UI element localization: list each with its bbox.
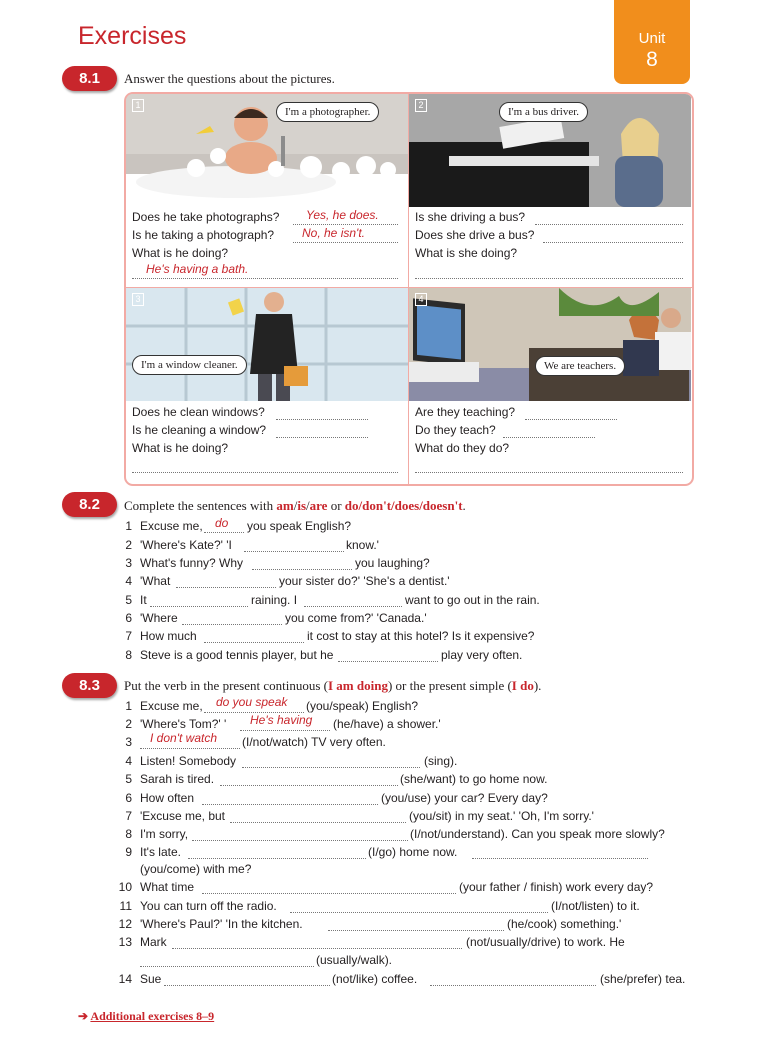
sentence-text: Excuse me,	[140, 519, 203, 533]
sentence-text: (I/not/listen) to it.	[551, 899, 640, 913]
exercise-instruction-8-3: Put the verb in the present continuous (I am doing) or the present simple (I do).	[124, 678, 542, 693]
question: Does he take photographs?	[132, 210, 280, 224]
item-number: 14	[118, 972, 132, 986]
sentence-text: (you/sit) in my seat.' 'Oh, I'm sorry.'	[409, 809, 594, 823]
sentence-text: How often	[140, 791, 195, 805]
sentence-text: (usually/walk).	[316, 953, 393, 967]
sentence-text: (not/like) coffee.	[332, 972, 418, 986]
question: Do they teach?	[415, 423, 496, 437]
sentence-text: (your father / finish) work every day?	[459, 880, 654, 894]
sentence-text: want to go out in the rain.	[405, 593, 540, 607]
exercise-instruction-8-2: Complete the sentences with am/is/are or do/don't/does/doesn't.	[124, 498, 466, 513]
sentence-text: 'Where's Paul?' 'In the kitchen.	[140, 917, 303, 931]
item-number: 1	[125, 699, 132, 713]
sentence-text: you speak English?	[247, 519, 352, 533]
item-number: 4	[125, 754, 132, 768]
answer: He's having	[250, 713, 313, 727]
item-number: 6	[125, 611, 132, 625]
item-number: 5	[125, 593, 132, 607]
picture-number: 3	[132, 293, 144, 306]
sentence-text: (you/come) with me?	[140, 862, 252, 876]
unit-label: Unit	[638, 30, 666, 47]
answer: No, he isn't.	[302, 226, 365, 240]
page-title: Exercises	[78, 22, 187, 50]
sentence-text: (not/usually/drive) to work. He	[466, 935, 625, 949]
sentence-text: It	[140, 593, 147, 607]
sentence-text: Steve is a good tennis player, but he	[140, 648, 334, 662]
sentence-text: (sing).	[424, 754, 458, 768]
answer: do	[215, 516, 229, 530]
item-number: 7	[125, 629, 132, 643]
answer: do you speak	[216, 695, 288, 709]
item-number: 2	[125, 717, 132, 731]
sentence-text: Listen! Somebody	[140, 754, 237, 768]
sentence-text: 'Excuse me, but	[140, 809, 225, 823]
sentence-text: 'Where's Tom?' '	[140, 717, 227, 731]
question: Is he taking a photograph?	[132, 228, 275, 242]
exercise-badge-8-1: 8.1	[62, 66, 117, 91]
exercise-instruction-8-1: Answer the questions about the pictures.	[124, 71, 335, 86]
picture-panel	[124, 92, 694, 486]
item-number: 3	[125, 556, 132, 570]
sentence-text: (I/not/understand). Can you speak more slowly?	[410, 827, 665, 841]
speech-bubble: I'm a bus driver.	[499, 102, 588, 122]
picture-cell-3	[126, 288, 408, 482]
sentence-text: (you/speak) English?	[306, 699, 419, 713]
speech-bubble: I'm a window cleaner.	[132, 355, 247, 375]
arrow-icon: ➔	[78, 1009, 89, 1023]
answer: I don't watch	[150, 731, 217, 745]
item-number: 12	[118, 917, 132, 931]
item-number: 4	[125, 574, 132, 588]
picture-cell-4	[409, 288, 691, 482]
picture-cell-1	[126, 94, 408, 288]
sentence-text: What time	[140, 880, 195, 894]
question: Does he clean windows?	[132, 405, 265, 419]
answer: He's having a bath.	[146, 262, 249, 276]
sentence-text: You can turn off the radio.	[140, 899, 277, 913]
picture-number: 1	[132, 99, 144, 112]
picture-number: 2	[415, 99, 427, 112]
sentence-text: (he/have) a shower.'	[333, 717, 441, 731]
window-cleaner-illustration	[126, 288, 408, 401]
sentence-text: Excuse me,	[140, 699, 203, 713]
sentence-text: Mark	[140, 935, 167, 949]
sentence-text: (he/cook) something.'	[507, 917, 622, 931]
question: Does she drive a bus?	[415, 228, 535, 242]
question: What is he doing?	[132, 246, 229, 260]
question: What is he doing?	[132, 441, 229, 455]
question: Are they teaching?	[415, 405, 516, 419]
unit-number: 8	[646, 48, 658, 71]
additional-exercises-link[interactable]: ➔ Additional exercises 8–9	[78, 1009, 215, 1023]
sentence-text: How much	[140, 629, 197, 643]
sentence-text: (I/go) home now.	[368, 845, 458, 859]
sentence-text: What's funny? Why	[140, 556, 243, 570]
item-number: 9	[125, 845, 132, 859]
sentence-text: (she/want) to go home now.	[400, 772, 548, 786]
sentence-text: know.'	[346, 538, 379, 552]
item-number: 8	[125, 648, 132, 662]
item-number: 7	[125, 809, 132, 823]
answer: Yes, he does.	[306, 208, 379, 222]
speech-bubble: We are teachers.	[535, 356, 625, 376]
item-number: 2	[125, 538, 132, 552]
unit-tab	[614, 0, 690, 84]
tv-couple-illustration	[409, 288, 691, 401]
sentence-text: your sister do?' 'She's a dentist.'	[279, 574, 450, 588]
item-number: 11	[119, 899, 132, 913]
picture-number: 4	[415, 293, 427, 306]
question: What do they do?	[415, 441, 510, 455]
sentence-text: Sarah is tired.	[140, 772, 215, 786]
speech-bubble: I'm a photographer.	[276, 102, 379, 122]
picture-cell-2	[409, 94, 691, 288]
item-number: 1	[125, 519, 132, 533]
sentence-text: It's late.	[140, 845, 181, 859]
exercise-badge-8-2: 8.2	[62, 492, 117, 517]
sentence-text: you come from?' 'Canada.'	[285, 611, 427, 625]
sentence-text: play very often.	[441, 648, 523, 662]
item-number: 8	[125, 827, 132, 841]
sentence-text: it cost to stay at this hotel? Is it expensive?	[307, 629, 535, 643]
sentence-text: (she/prefer) tea.	[600, 972, 686, 986]
item-number: 6	[125, 791, 132, 805]
item-number: 3	[125, 735, 132, 749]
sentence-text: raining. I	[251, 593, 298, 607]
item-number: 10	[118, 880, 132, 894]
sentence-text: 'Where	[140, 611, 178, 625]
question: Is he cleaning a window?	[132, 423, 267, 437]
exercise-badge-8-3: 8.3	[62, 673, 117, 698]
sentence-text: I'm sorry,	[140, 827, 189, 841]
question: What is she doing?	[415, 246, 518, 260]
item-number: 13	[118, 935, 132, 949]
sentence-text: 'What	[140, 574, 171, 588]
sentence-text: (you/use) your car? Every day?	[381, 791, 548, 805]
question: Is she driving a bus?	[415, 210, 526, 224]
sentence-text: you laughing?	[355, 556, 430, 570]
sentence-text: 'Where's Kate?' 'I	[140, 538, 232, 552]
sentence-text: (I/not/watch) TV very often.	[242, 735, 386, 749]
item-number: 5	[125, 772, 132, 786]
sentence-text: Sue	[140, 972, 162, 986]
